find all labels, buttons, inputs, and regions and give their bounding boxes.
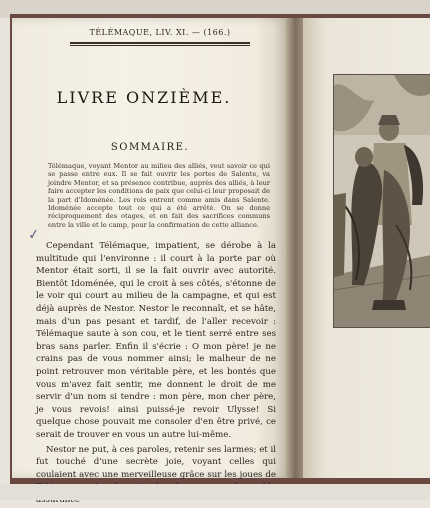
running-head: TÉLÉMAQUE, LIV. XI. — (166.)	[89, 28, 231, 37]
summary-title: SOMMAIRE.	[110, 142, 190, 153]
paragraph: Nestor ne put, à ces paroles, retenir ses larmes; et il fut touché d'une secrète joie, voyant celles qui coulaient avec une merveilleuse grâce sur les joues de	[36, 444, 276, 480]
chapter-title: LIVRE ONZIÈME.	[56, 88, 232, 107]
engraving-image	[334, 75, 430, 327]
engraving-illustration	[333, 74, 430, 328]
header-rule	[70, 42, 250, 44]
background-bottom-edge	[0, 484, 430, 500]
body-text	[36, 240, 276, 508]
summary-text: Télémaque, voyant Mentor au milieu des alliés, veut savoir ce qui se passe entre eux. Il se fait ouvrir les portes de Salente, va joindre Mentor, et sa présence contribue, auprès des alliés, à leur faire accepter les conditions de paix que celui-ci leur proposait de la part d'Idoménée. Les rois entrent comme amis dans Salente. Idoménée accepte tout ce qui a été arrêté. On se donne réciproquement des otages, et on fait des sacrifices communs entre la ville et le camp, pour la confirmation de cette alliance.	[48, 162, 270, 229]
header-rule-thin	[70, 45, 250, 46]
paragraph: Cependant Télémaque, impatient, se dérobe à la multitude qui l'environne : il court à la porte par où Mentor était sorti, il se la fait ouvrir avec autorité. Bientôt Idoménée, qui le croit à ses côtés, s'étonne de le voir qui court au milieu de la campagne, et qui est déjà auprès de Nestor. Nestor le reconnaît, et se hâte, mais d'un pas pesant et tardif, de l'aller recevoir : Télémaque saute à son cou, et le tient serré entre ses bras sans parler. Enfin il s'écrie : O mon père! je ne crains pas de vous nommer ainsi; le malheur de ne point retrouver mon véritable père, et les bontés que vous m'avez fait sentir, me donnent le droit de me servir d'un nom si tendre : mon père, mon cher père, je vous revois! ainsi puissé-je revoir Ulysse! Si quelque chose pouvait me consoler d'en être privé, ce serait de trouver en vous un autre lui-même.	[36, 241, 276, 440]
pencil-check-mark-icon: ✓	[26, 226, 41, 244]
